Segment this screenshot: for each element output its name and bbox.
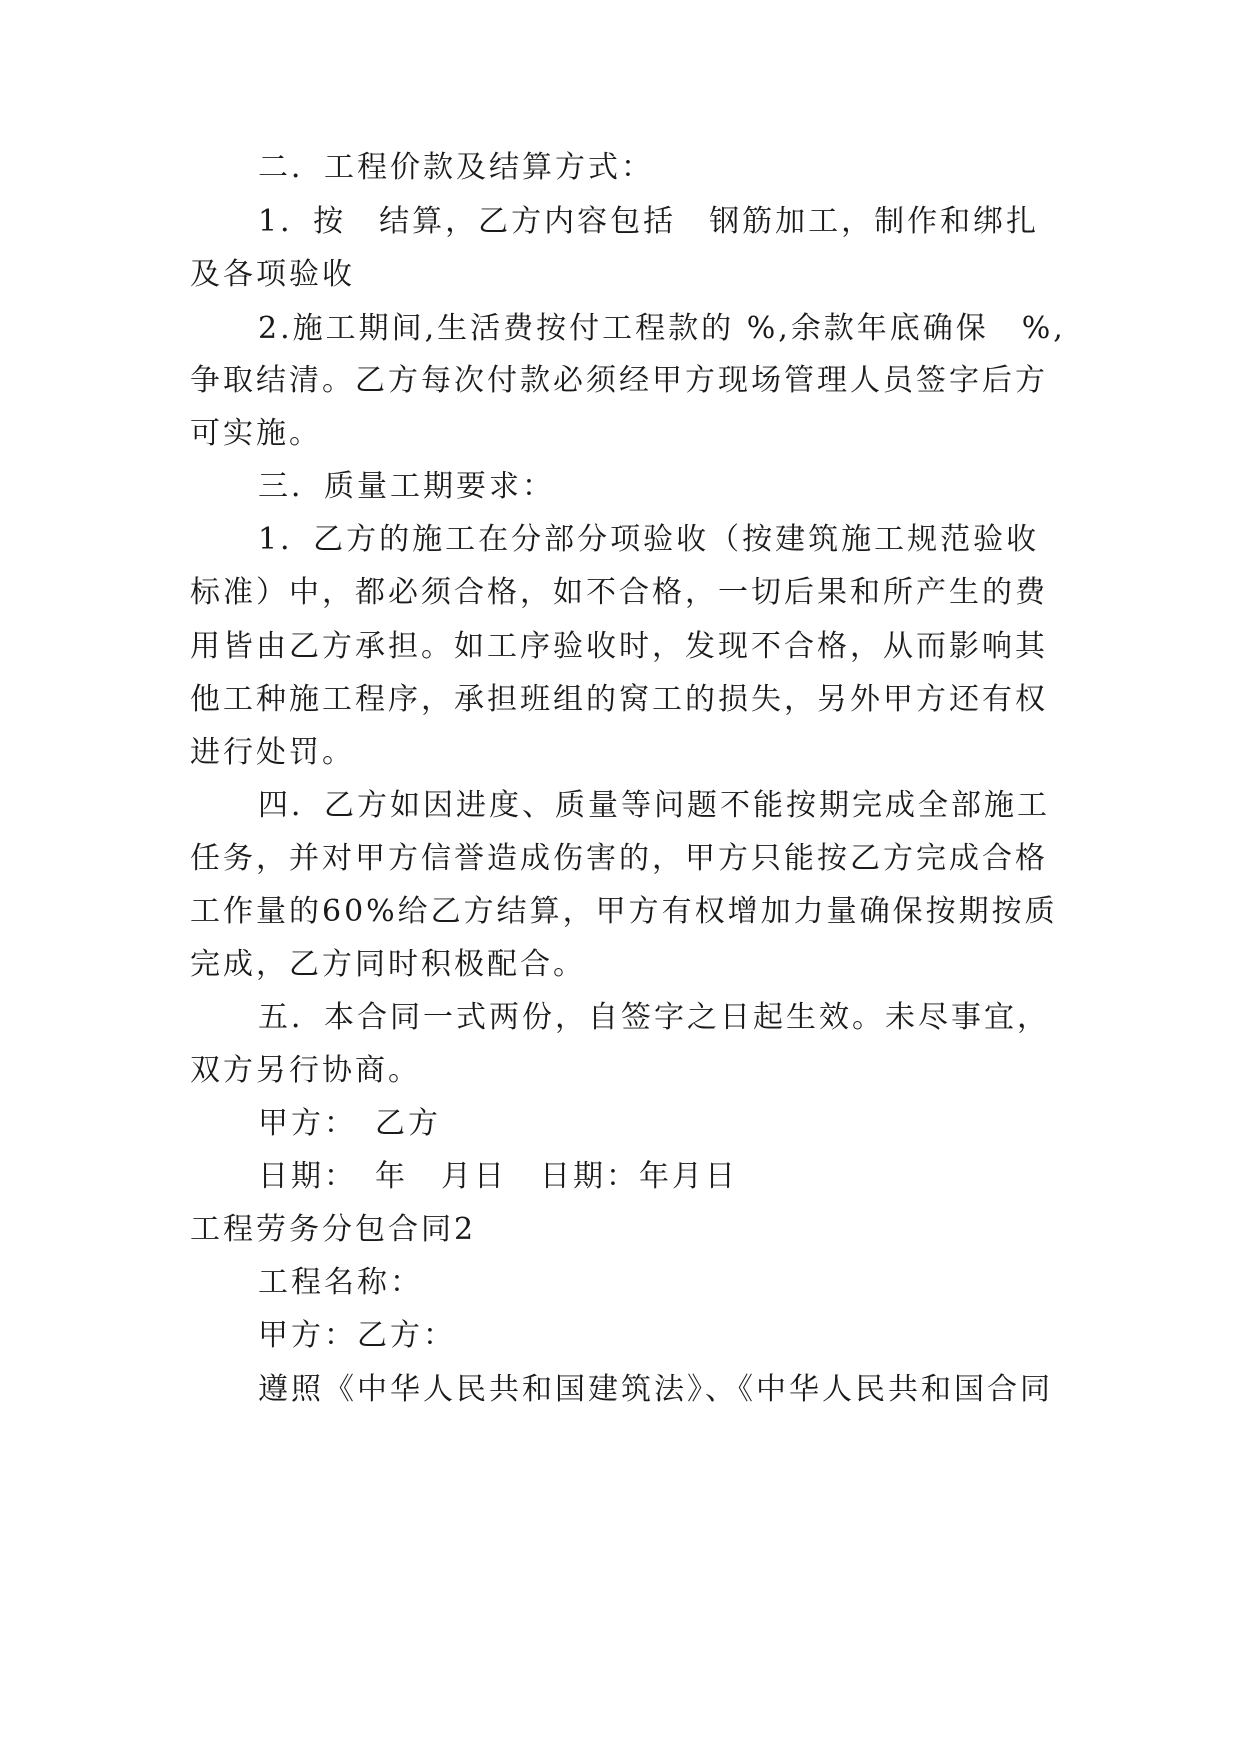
paragraph-line: 任务，并对甲方信誉造成伤害的，甲方只能按乙方完成合格 — [190, 841, 1048, 876]
paragraph-line: 工作量的60%给乙方结算，甲方有权增加力量确保按期按质 — [190, 894, 1058, 929]
section-heading-4: 四．乙方如因进度、质量等问题不能按期完成全部施工 — [258, 788, 1050, 823]
paragraph-line: 可实施。 — [190, 416, 322, 451]
section-heading-2: 二．工程价款及结算方式： — [258, 150, 654, 185]
signature-dates: 日期： 年 月日 日期：年月日 — [258, 1159, 738, 1194]
paragraph-line: 及各项验收 — [190, 257, 355, 292]
section-heading-3: 三．质量工期要求： — [258, 469, 555, 504]
paragraph-line: 争取结清。乙方每次付款必须经甲方现场管理人员签字后方 — [190, 363, 1048, 398]
paragraph-line: 双方另行协商。 — [190, 1053, 421, 1088]
paragraph-line: 用皆由乙方承担。如工序验收时，发现不合格，从而影响其 — [190, 629, 1048, 664]
section-heading-5: 五．本合同一式两份，自签字之日起生效。未尽事宜， — [258, 1000, 1050, 1035]
parties-field: 甲方：乙方： — [258, 1318, 456, 1353]
signature-parties: 甲方： 乙方 — [258, 1106, 441, 1141]
paragraph-line: 完成，乙方同时积极配合。 — [190, 947, 586, 982]
paragraph-line: 1．乙方的施工在分部分项验收（按建筑施工规范验收 — [258, 522, 1040, 557]
paragraph-line: 遵照《中华人民共和国建筑法》、《中华人民共和国合同 — [258, 1372, 1053, 1407]
paragraph-line: 2.施工期间,生活费按付工程款的 %,余款年底确保 %, — [258, 311, 1066, 346]
paragraph-line: 1．按 结算，乙方内容包括 钢筋加工，制作和绑扎 — [258, 204, 1040, 239]
paragraph-line: 进行处罚。 — [190, 735, 355, 770]
paragraph-line: 标准）中，都必须合格，如不合格，一切后果和所产生的费 — [190, 575, 1048, 610]
contract-title: 工程劳务分包合同2 — [190, 1212, 477, 1247]
project-name-field: 工程名称： — [258, 1265, 423, 1300]
paragraph-line: 他工种施工程序，承担班组的窝工的损失，另外甲方还有权 — [190, 682, 1048, 717]
